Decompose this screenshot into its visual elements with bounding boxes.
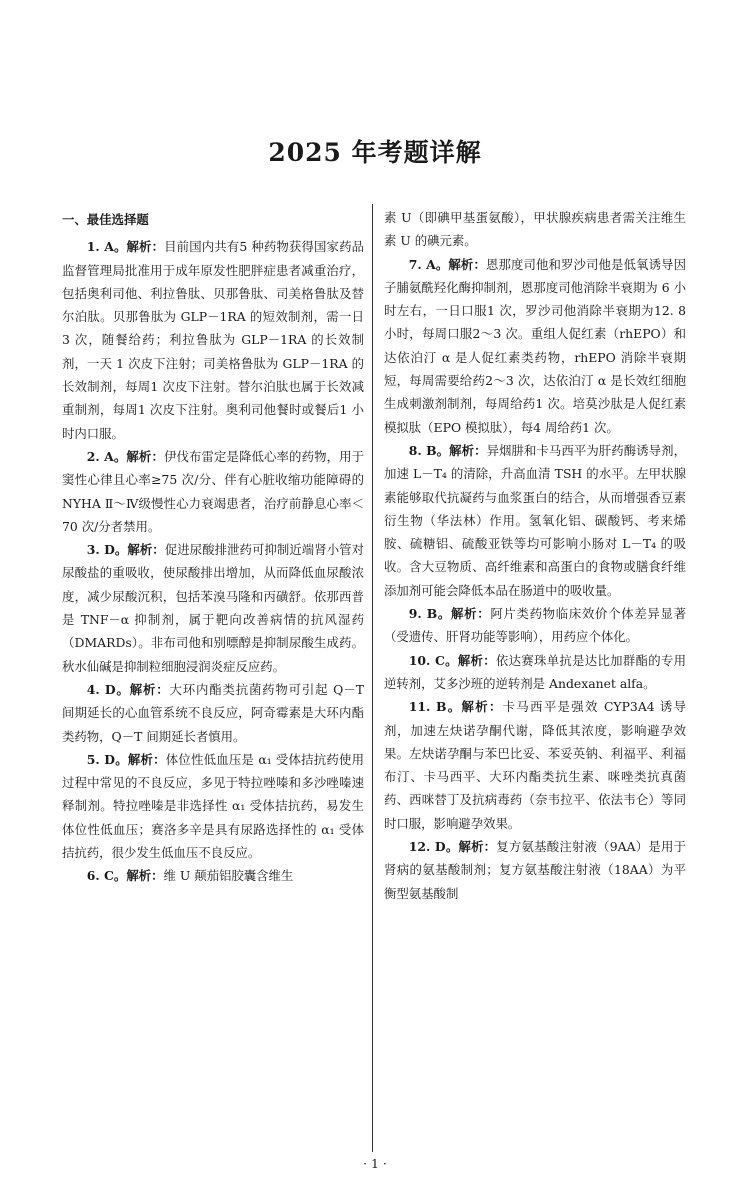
answer-paragraph [62, 445, 364, 538]
answer-number: 4. D。 [86, 681, 130, 697]
analysis-label: 解析： [127, 542, 165, 558]
section-heading: 一、最佳选择题 [62, 212, 149, 227]
answer-text: 阿片类药物临床效价个体差异显著（受遗传、肝肾功能等影响），用药应个体化。 [384, 606, 687, 645]
answer-paragraph [62, 235, 364, 445]
analysis-label: 解析： [129, 681, 170, 697]
answer-text: 维 U 颠茄铝胶囊含维生 [163, 868, 294, 884]
analysis-label: 解析： [451, 606, 491, 622]
answer-paragraph [62, 864, 364, 887]
answer-text: 复方氨基酸注射液（9AA）是用于肾病的氨基酸制剂；复方氨基酸注射液（18AA）为平衡型氨基酸制 [384, 839, 686, 901]
answer-text: 体位性低血压是 α₁ 受体拮抗药使用过程中常见的不良反应，多见于特拉唑嗪和多沙唑嗪速释制剂。特拉唑嗪是非选择性 α₁ 受体拮抗药，易发生体位性低血压；赛洛多辛是具有尿路选择性的 α₁ 受体拮抗药，很少发生低血压不良反应。 [62, 751, 364, 861]
answer-paragraph [384, 602, 686, 649]
answer-paragraph [62, 748, 364, 864]
left-column [62, 208, 364, 888]
answer-text: 伊伐布雷定是降低心率的药物，用于窦性心律且心率≥75 次/分、伴有心脏收缩功能障碍的 NYHA Ⅱ～Ⅳ级慢性心力衰竭患者，治疗前静息心率＜70 次/分者禁用。 [62, 448, 364, 534]
answer-text: 恩那度司他和罗沙司他是低氧诱导因子脯氨酰羟化酶抑制剂，恩那度司他消除半衰期为 6 小时左右，一日口服1 次，罗沙司他消除半衰期为12. 8 小时，每周口服2～3 次。重组人促红素（rhEPO）和达依泊汀 α 是人促红素类药物，rhEPO 消除半衰期短，每周需要给药2～3 次，达依泊汀 α 是长效红细胞生成刺激剂制剂，每周给药1 次。培莫沙肽是人促红素模拟肽（EPO 模拟肽），每4 周给药1 次。 [384, 256, 686, 435]
analysis-label: 解析： [449, 442, 487, 458]
answer-text: 目前国内共有5 种药物获得国家药品监督管理局批准用于成年原发性肥胖症患者减重治疗，包括奥利司他、利拉鲁肽、贝那鲁肽、司美格鲁肽及替尔泊肽。贝那鲁肽为 GLP－1RA 的短效制剂，需一日3 次，随餐给药；利拉鲁肽为 GLP－1RA 的长效制剂，一天 1 次皮下注射；司美格鲁肽为 GLP－1RA 的长效制剂，每周1 次皮下注射。替尔泊肽也属于长效减重制剂，每周1 次皮下注射。奥利司他餐时或餐后1 小时内口服。 [62, 239, 365, 441]
page-number: · 1 · [363, 1156, 387, 1171]
answer-number: 6. C。 [86, 868, 127, 884]
answer-number: 10. C。 [408, 652, 458, 668]
answer-text: 促进尿酸排泄药可抑制近端肾小管对尿酸盐的重吸收，使尿酸排出增加，从而降低血尿酸浓度，减少尿酸沉积，包括苯溴马隆和丙磺舒。依那西普是 TNF－α 抑制剂，属于靶向改善病情的抗风湿药（DMARDs）。非布司他和别嘌醇是抑制尿酸生成药。秋水仙碱是抑制粒细胞浸润炎症反应药。 [62, 542, 365, 674]
analysis-label: 解析： [127, 751, 166, 767]
answer-paragraph [384, 206, 686, 253]
answer-number: 1. A。 [86, 239, 127, 255]
answer-number: 3. D。 [86, 542, 128, 558]
page-title: 2025 年考题详解 [268, 138, 482, 167]
analysis-label: 解析： [458, 839, 497, 855]
answer-paragraph [62, 678, 364, 748]
analysis-label: 解析： [448, 256, 486, 272]
analysis-label: 解析： [461, 699, 503, 715]
answer-text: 依达赛珠单抗是达比加群酯的专用逆转剂，艾多沙班的逆转剂是 Andexanet alfa。 [384, 652, 687, 691]
analysis-label: 解析： [126, 239, 165, 255]
column-divider [372, 204, 373, 1152]
answer-paragraph [384, 695, 686, 835]
answer-number: 2. A。 [86, 448, 127, 464]
answer-paragraph [384, 439, 686, 602]
analysis-label: 解析： [126, 448, 164, 464]
answer-number: 11. B。 [408, 699, 462, 715]
answer-paragraph [384, 649, 686, 696]
answer-paragraph [62, 538, 364, 678]
answer-text: 卡马西平是强效 CYP3A4 诱导剂，加速左炔诺孕酮代谢，降低其浓度，影响避孕效果。左炔诺孕酮与苯巴比妥、苯妥英钠、利福平、利福布汀、卡马西平、大环内酯类抗生素、咪唑类抗真菌药、西咪替丁及抗病毒药（奈韦拉平、依法韦仑）等同时口服，影响避孕效果。 [384, 699, 687, 831]
answer-number: 5. D。 [86, 751, 128, 767]
answer-number: 9. B。 [408, 606, 452, 622]
answer-number: 12. D。 [408, 839, 459, 855]
analysis-label: 解析： [457, 652, 496, 668]
answer-paragraph [384, 253, 686, 439]
answer-text: 异烟肼和卡马西平为肝药酶诱导剂，加速 L－T₄ 的清除，升高血清 TSH 的水平。左甲状腺素能够取代抗凝药与血浆蛋白的结合，从而增强香豆素衍生物（华法林）作用。氢氧化铝、碳酸钙、考来烯胺、硫糖铝、硫酸亚铁等均可影响小肠对 L－T₄ 的吸收。含大豆物质、高纤维素和高蛋白的食物或膳食纤维添加剂可能会降低本品在肠道中的吸收量。 [384, 442, 687, 598]
answer-text: 大环内酯类抗菌药物可引起 Q－T 间期延长的心血管系统不良反应，阿奇霉素是大环内酯类药物，Q－T 间期延长者慎用。 [62, 681, 364, 744]
answer-number: 8. B。 [408, 442, 450, 458]
answer-text: 素 U（即碘甲基蛋氨酸），甲状腺疾病患者需关注维生素 U 的碘元素。 [384, 210, 686, 249]
answer-paragraph [384, 835, 686, 905]
answer-number: 7. A。 [408, 256, 449, 272]
analysis-label: 解析： [126, 868, 164, 884]
right-column [384, 206, 686, 905]
